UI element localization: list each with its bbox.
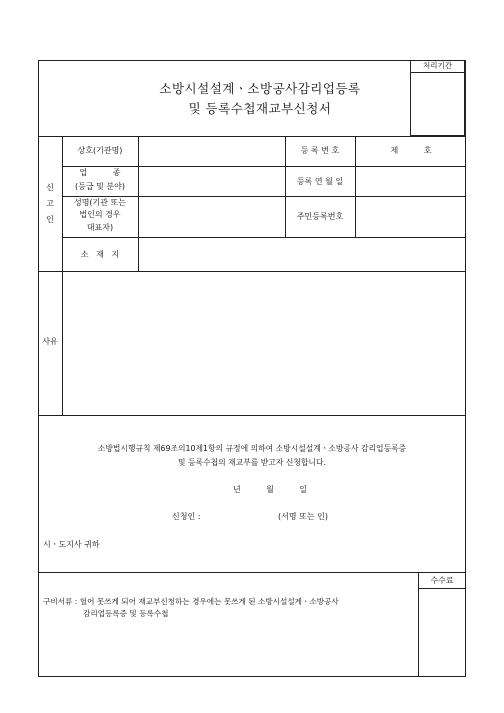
form-title [110, 79, 410, 119]
business-type-label: 업 종 (등급 및 분야) [75, 168, 125, 191]
registration-date-label: 등록 연 월 일 [296, 177, 344, 186]
resident-number-field[interactable] [356, 197, 465, 236]
required-documents-line2: 감리업등록증 및 등록수첩 [83, 609, 169, 618]
applicant-signature-field[interactable] [212, 510, 272, 524]
reason-field[interactable] [63, 272, 465, 414]
addressee: 시ㆍ도지사 귀하 [43, 540, 100, 549]
address-label: 소 재 지 [80, 250, 120, 259]
processing-period-label: 처리기간 [423, 61, 452, 70]
required-documents-line1: 구비서류 : 헐어 못쓰게 되어 재교부신청하는 경우에는 못쓰게 된 소방시설설계ㆍ소방공사 [43, 597, 339, 606]
address-field[interactable] [139, 238, 465, 270]
business-name-label: 상호(기관명) [77, 146, 123, 155]
business-name-field[interactable] [139, 137, 284, 165]
divider [38, 415, 466, 416]
applicant-signature-label: 신청인 : [172, 512, 201, 521]
signature-or-seal-label: (서명 또는 인) [278, 512, 328, 521]
registration-date-field[interactable] [356, 167, 465, 195]
registration-number-field[interactable]: 제 호 [390, 146, 432, 155]
declaration-statement-line1: 소방법시행규칙 제69조의10제1항의 규정에 의하여 소방시설설계ㆍ소방공사 감리업등록증 [97, 444, 407, 453]
registration-number-label: 등 록 번 호 [300, 146, 340, 155]
form-title-line1: 소방시설설계ㆍ소방공사감리업등록 [159, 81, 361, 96]
representative-name-label: 성명(기관 또는 법인의 경우 대표자) [73, 198, 127, 232]
fee-label: 수수료 [430, 576, 454, 585]
form-title-line2: 및 등록수첩재교부신청서 [188, 101, 332, 116]
declaration-statement-line2: 및 등록수첩의 재교부를 받고자 신청합니다. [178, 458, 326, 467]
application-date-line[interactable]: 년 월 일 [232, 485, 308, 494]
reason-label: 사유 [42, 337, 58, 346]
representative-name-field[interactable] [139, 197, 284, 236]
divider [38, 572, 466, 573]
business-type-field[interactable] [139, 167, 284, 195]
resident-number-label: 주민등록번호 [296, 212, 344, 221]
fee-field[interactable] [419, 589, 465, 676]
applicant-side-label: 신 고 인 [46, 183, 54, 224]
